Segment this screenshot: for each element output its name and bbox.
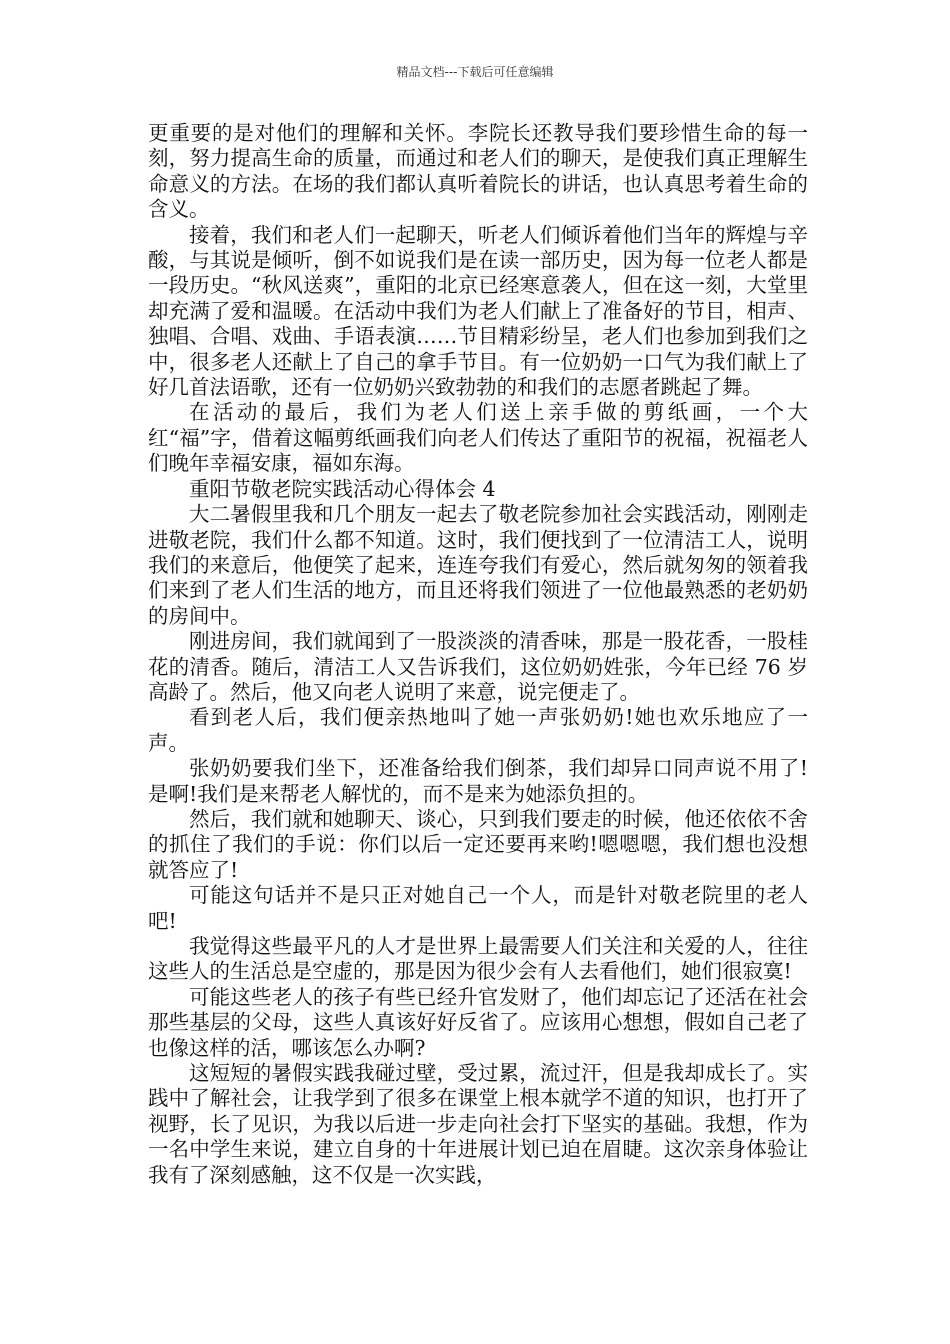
paragraph: 刚进房间，我们就闻到了一股淡淡的清香味，那是一股花香，一股桂花的清香。随后，清洁工人又告诉我们，这位奶奶姓张，今年已经 76 岁高龄了。然后，他又向老人说明了来意，说完便走了。	[148, 629, 808, 704]
document-body	[148, 121, 808, 1188]
page-header: 精品文档---下载后可任意编辑	[396, 65, 554, 79]
paragraph: 接着，我们和老人们一起聊天，听老人们倾诉着他们当年的辉煌与辛酸，与其说是倾听，倒不如说我们是在读一部历史，因为每一位老人都是一段历史。“秋风送爽”，重阳的北京已经寒意袭人，但在这一刻，大堂里却充满了爱和温暖。在活动中我们为老人们献上了准备好的节目，相声、独唱、合唱、戏曲、手语表演……节目精彩纷呈，老人们也参加到我们之中，很多老人还献上了自己的拿手节目。有一位奶奶一口气为我们献上了好几首法语歌，还有一位奶奶兴致勃勃的和我们的志愿者跳起了舞。	[148, 222, 808, 400]
section-heading: 重阳节敬老院实践活动心得体会 4	[189, 476, 496, 501]
paragraph: 看到老人后，我们便亲热地叫了她一声张奶奶!她也欢乐地应了一声。	[148, 705, 808, 755]
paragraph: 可能这些老人的孩子有些已经升官发财了，他们却忘记了还活在社会那些基层的父母，这些人真该好好反省了。应该用心想想，假如自己老了也像这样的活，哪该怎么办啊?	[148, 984, 808, 1060]
paragraph: 张奶奶要我们坐下，还准备给我们倒茶，我们却异口同声说不用了!是啊!我们是来帮老人解忧的，而不是来为她添负担的。	[148, 756, 808, 806]
paragraph: 我觉得这些最平凡的人才是世界上最需要人们关注和关爱的人，往往这些人的生活总是空虚的，那是因为很少会有人去看他们，她们很寂寞!	[148, 934, 808, 984]
paragraph: 这短短的暑假实践我碰过壁，受过累，流过汗，但是我却成长了。实践中了解社会，让我学到了很多在课堂上根本就学不道的知识，也打开了视野，长了见识，为我以后进一步走向社会打下坚实的基础。我想，作为一名中学生来说，建立自身的十年进展计划已迫在眉睫。这次亲身体验让我有了深刻感触，这不仅是一次实践，	[148, 1061, 808, 1187]
paragraph: 可能这句话并不是只正对她自己一个人，而是针对敬老院里的老人吧!	[148, 883, 808, 933]
paragraph: 大二暑假里我和几个朋友一起去了敬老院参加社会实践活动，刚刚走进敬老院，我们什么都不知道。这时，我们便找到了一位清洁工人，说明我们的来意后，他便笑了起来，连连夸我们有爱心，然后就匆匆的领着我们来到了老人们生活的地方，而且还将我们领进了一位他最熟悉的老奶奶的房间中。	[148, 502, 808, 628]
paragraph: 在活动的最后，我们为老人们送上亲手做的剪纸画，一个大红“福”字，借着这幅剪纸画我们向老人们传达了重阳节的祝福，祝福老人们晚年幸福安康，福如东海。	[148, 400, 808, 476]
paragraph: 更重要的是对他们的理解和关怀。李院长还教导我们要珍惜生命的每一刻，努力提高生命的质量，而通过和老人们的聊天，是使我们真正理解生命意义的方法。在场的我们都认真听着院长的讲话，也认真思考着生命的含义。	[148, 121, 808, 222]
paragraph: 然后，我们就和她聊天、谈心，只到我们要走的时候，他还依依不舍的抓住了我们的手说：你们以后一定还要再来哟!嗯嗯嗯，我们想也没想就答应了!	[148, 806, 808, 882]
